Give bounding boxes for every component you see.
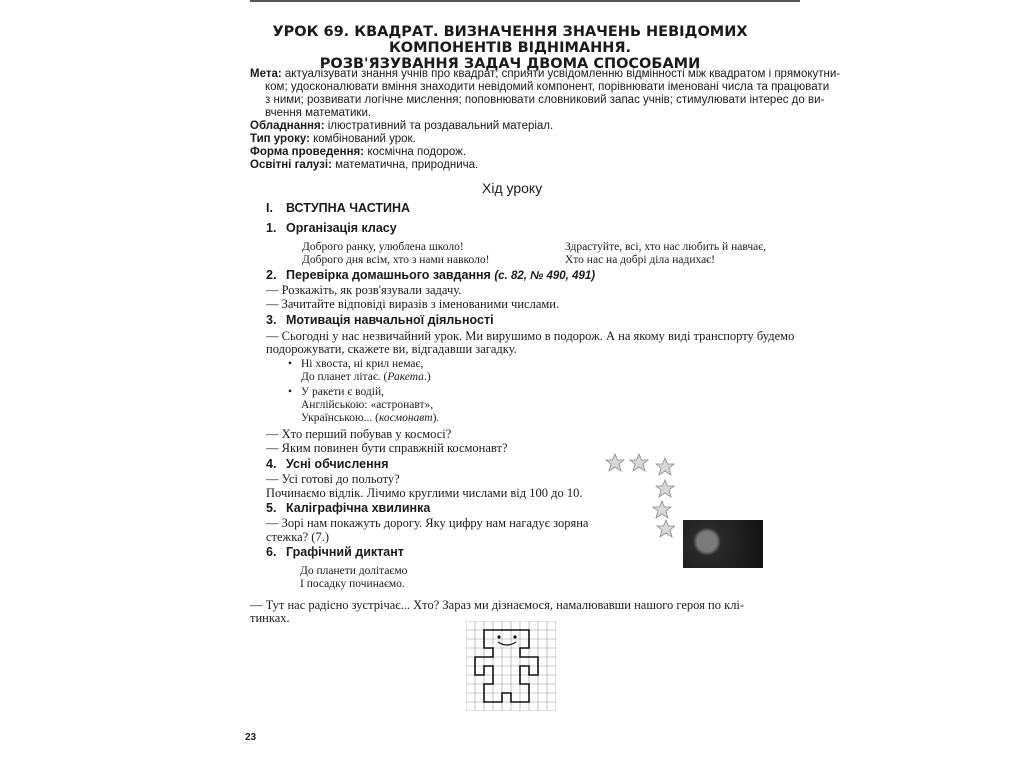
star-icon bbox=[653, 501, 671, 518]
robot-eye-left bbox=[497, 635, 500, 638]
dictation-line-1: До планети долітаємо bbox=[300, 565, 408, 577]
equipment-text: ілюстративний та роздавальний матеріал. bbox=[327, 120, 554, 132]
robot-smile bbox=[498, 642, 516, 645]
item-2-ref: (с. 82, № 490, 491) bbox=[494, 270, 596, 282]
goal-text-1: актуалізувати знання учнів про квадрат; сприяти усвідомленню відмінності між квадратом і прямокутни- bbox=[284, 68, 841, 80]
lesson-title bbox=[240, 24, 780, 72]
type-label: Тип уроку: bbox=[250, 133, 310, 145]
item-6-num: 6. bbox=[266, 545, 277, 559]
grid-drawing bbox=[466, 621, 556, 715]
question-2: — Яким повинен бути справжній космонавт? bbox=[266, 441, 508, 455]
star-path-icon bbox=[605, 452, 675, 542]
item-1-num: 1. bbox=[266, 221, 277, 235]
fields-text: математична, природнича. bbox=[335, 159, 479, 171]
item-6-title: Графічний диктант bbox=[286, 545, 404, 559]
goal-line-3: з ними; розвивати логічне мислення; поповнювати словниковий запас учнів; стимулювати інтерес до ви- bbox=[265, 94, 825, 106]
equipment-label: Обладнання: bbox=[250, 120, 325, 132]
homework-line-2: — Зачитайте відповіді виразів з іменованими числами. bbox=[266, 297, 560, 311]
riddle-1-answer: Ракета bbox=[387, 371, 424, 383]
top-rule bbox=[250, 0, 800, 2]
riddle-1-line-2 bbox=[301, 371, 431, 384]
item-1-heading bbox=[266, 221, 397, 235]
question-1: — Хто перший побував у космосі? bbox=[266, 427, 452, 441]
riddle-2-prefix: Українською... ( bbox=[301, 412, 379, 424]
riddle-2-line-2: Англійською: «астронавт», bbox=[301, 399, 434, 411]
item-4-title: Усні обчислення bbox=[286, 457, 389, 471]
item-2-num: 2. bbox=[266, 268, 277, 282]
form-text: космічна подорож. bbox=[367, 146, 467, 158]
riddle-2-suffix: ). bbox=[432, 412, 440, 424]
type-line bbox=[250, 133, 416, 146]
robot-eye-right bbox=[513, 635, 516, 638]
item-5-title: Каліграфічна хвилинка bbox=[286, 501, 431, 515]
motivation-line-2: подорожувати, скажете ви, відгадавши загадку. bbox=[266, 342, 517, 356]
goal-line-2: ком; удосконалювати вміння знаходити невідомий компонент, порівнювати іменовані числа та працювати bbox=[265, 81, 830, 93]
star-icon bbox=[606, 454, 624, 471]
goal-label: Мета: bbox=[250, 68, 282, 80]
riddle-1-line-1: Ні хвоста, ні крил немає, bbox=[301, 358, 424, 370]
homework-line-1: — Розкажіть, як розв'язували задачу. bbox=[266, 283, 462, 297]
riddle-1-prefix: До планет літає. ( bbox=[301, 371, 388, 383]
item-4-heading bbox=[266, 457, 389, 471]
riddle-1-suffix: .) bbox=[423, 371, 431, 383]
item-2-title: Перевірка домашнього завдання bbox=[286, 268, 491, 282]
plan-title: Хід уроку bbox=[482, 180, 543, 196]
riddle-2-line-1: У ракети є водій, bbox=[301, 386, 384, 398]
item-6-heading bbox=[266, 545, 404, 559]
greeting-left-2: Доброго дня всім, хто з нами навколо! bbox=[302, 254, 490, 266]
final-line-2: тинках. bbox=[250, 611, 290, 625]
greeting-right-2: Хто нас на добрі діла надихає! bbox=[565, 254, 715, 266]
riddle-2-bullet: • bbox=[288, 386, 293, 398]
item-5-num: 5. bbox=[266, 501, 277, 515]
type-text: комбінований урок. bbox=[313, 133, 416, 145]
item-5-heading bbox=[266, 501, 430, 515]
star-icon bbox=[656, 480, 674, 497]
star-icon bbox=[657, 520, 675, 537]
section-1-num: I. bbox=[266, 201, 273, 215]
riddle-2-answer: космонавт bbox=[378, 412, 433, 424]
item-3-heading bbox=[266, 313, 494, 327]
form-line bbox=[250, 146, 466, 159]
space-photo bbox=[683, 520, 763, 568]
page-number: 23 bbox=[245, 732, 257, 743]
item-1-title: Організація класу bbox=[286, 221, 397, 235]
item-3-title: Мотивація навчальної діяльності bbox=[286, 313, 494, 327]
goal-line-4: вчення математики. bbox=[265, 107, 372, 119]
dictation-line-2: І посадку починаємо. bbox=[300, 578, 405, 590]
form-label: Форма проведення: bbox=[250, 146, 365, 158]
item-4-num: 4. bbox=[266, 457, 277, 471]
calligraphy-line-2: стежка? (7.) bbox=[266, 530, 330, 544]
oral-line-2: Починаємо відлік. Лічимо круглими числами від 100 до 10. bbox=[266, 486, 583, 500]
riddle-1-bullet: • bbox=[288, 358, 293, 370]
fields-line bbox=[250, 159, 478, 172]
oral-line-1: — Усі готові до польоту? bbox=[266, 472, 400, 486]
calligraphy-line-1: — Зорі нам покажуть дорогу. Яку цифру нам нагадує зоряна bbox=[266, 516, 589, 530]
fields-label: Освітні галузі: bbox=[250, 159, 332, 171]
section-1-heading bbox=[266, 201, 410, 215]
riddle-2-line-3 bbox=[301, 412, 439, 425]
goal-line-1 bbox=[250, 68, 840, 81]
title-line-2: РОЗВ'ЯЗУВАННЯ ЗАДАЧ ДВОМА СПОСОБАМИ bbox=[319, 56, 701, 72]
equipment-line bbox=[250, 120, 553, 133]
item-3-num: 3. bbox=[266, 313, 277, 327]
item-2-heading bbox=[266, 268, 595, 282]
section-1-title: ВСТУПНА ЧАСТИНА bbox=[286, 201, 411, 215]
final-line-1: — Тут нас радісно зустрічає... Хто? Зараз ми дізнаємося, намалювавши нашого героя по клі- bbox=[250, 598, 745, 612]
greeting-left-1: Доброго ранку, улюблена школо! bbox=[302, 241, 464, 253]
motivation-line-1: — Сьогодні у нас незвичайний урок. Ми вирушимо в подорож. А на якому виді транспорту будемо bbox=[266, 329, 795, 343]
star-icon bbox=[630, 454, 648, 471]
greeting-right-1: Здрастуйте, всі, хто нас любить й навчає, bbox=[565, 241, 767, 253]
robot-grid-svg bbox=[466, 621, 556, 711]
star-icon bbox=[656, 458, 674, 475]
title-line-1: УРОК 69. КВАДРАТ. ВИЗНАЧЕННЯ ЗНАЧЕНЬ НЕВІДОМИХ КОМПОНЕНТІВ ВІДНІМАННЯ. bbox=[272, 24, 748, 56]
